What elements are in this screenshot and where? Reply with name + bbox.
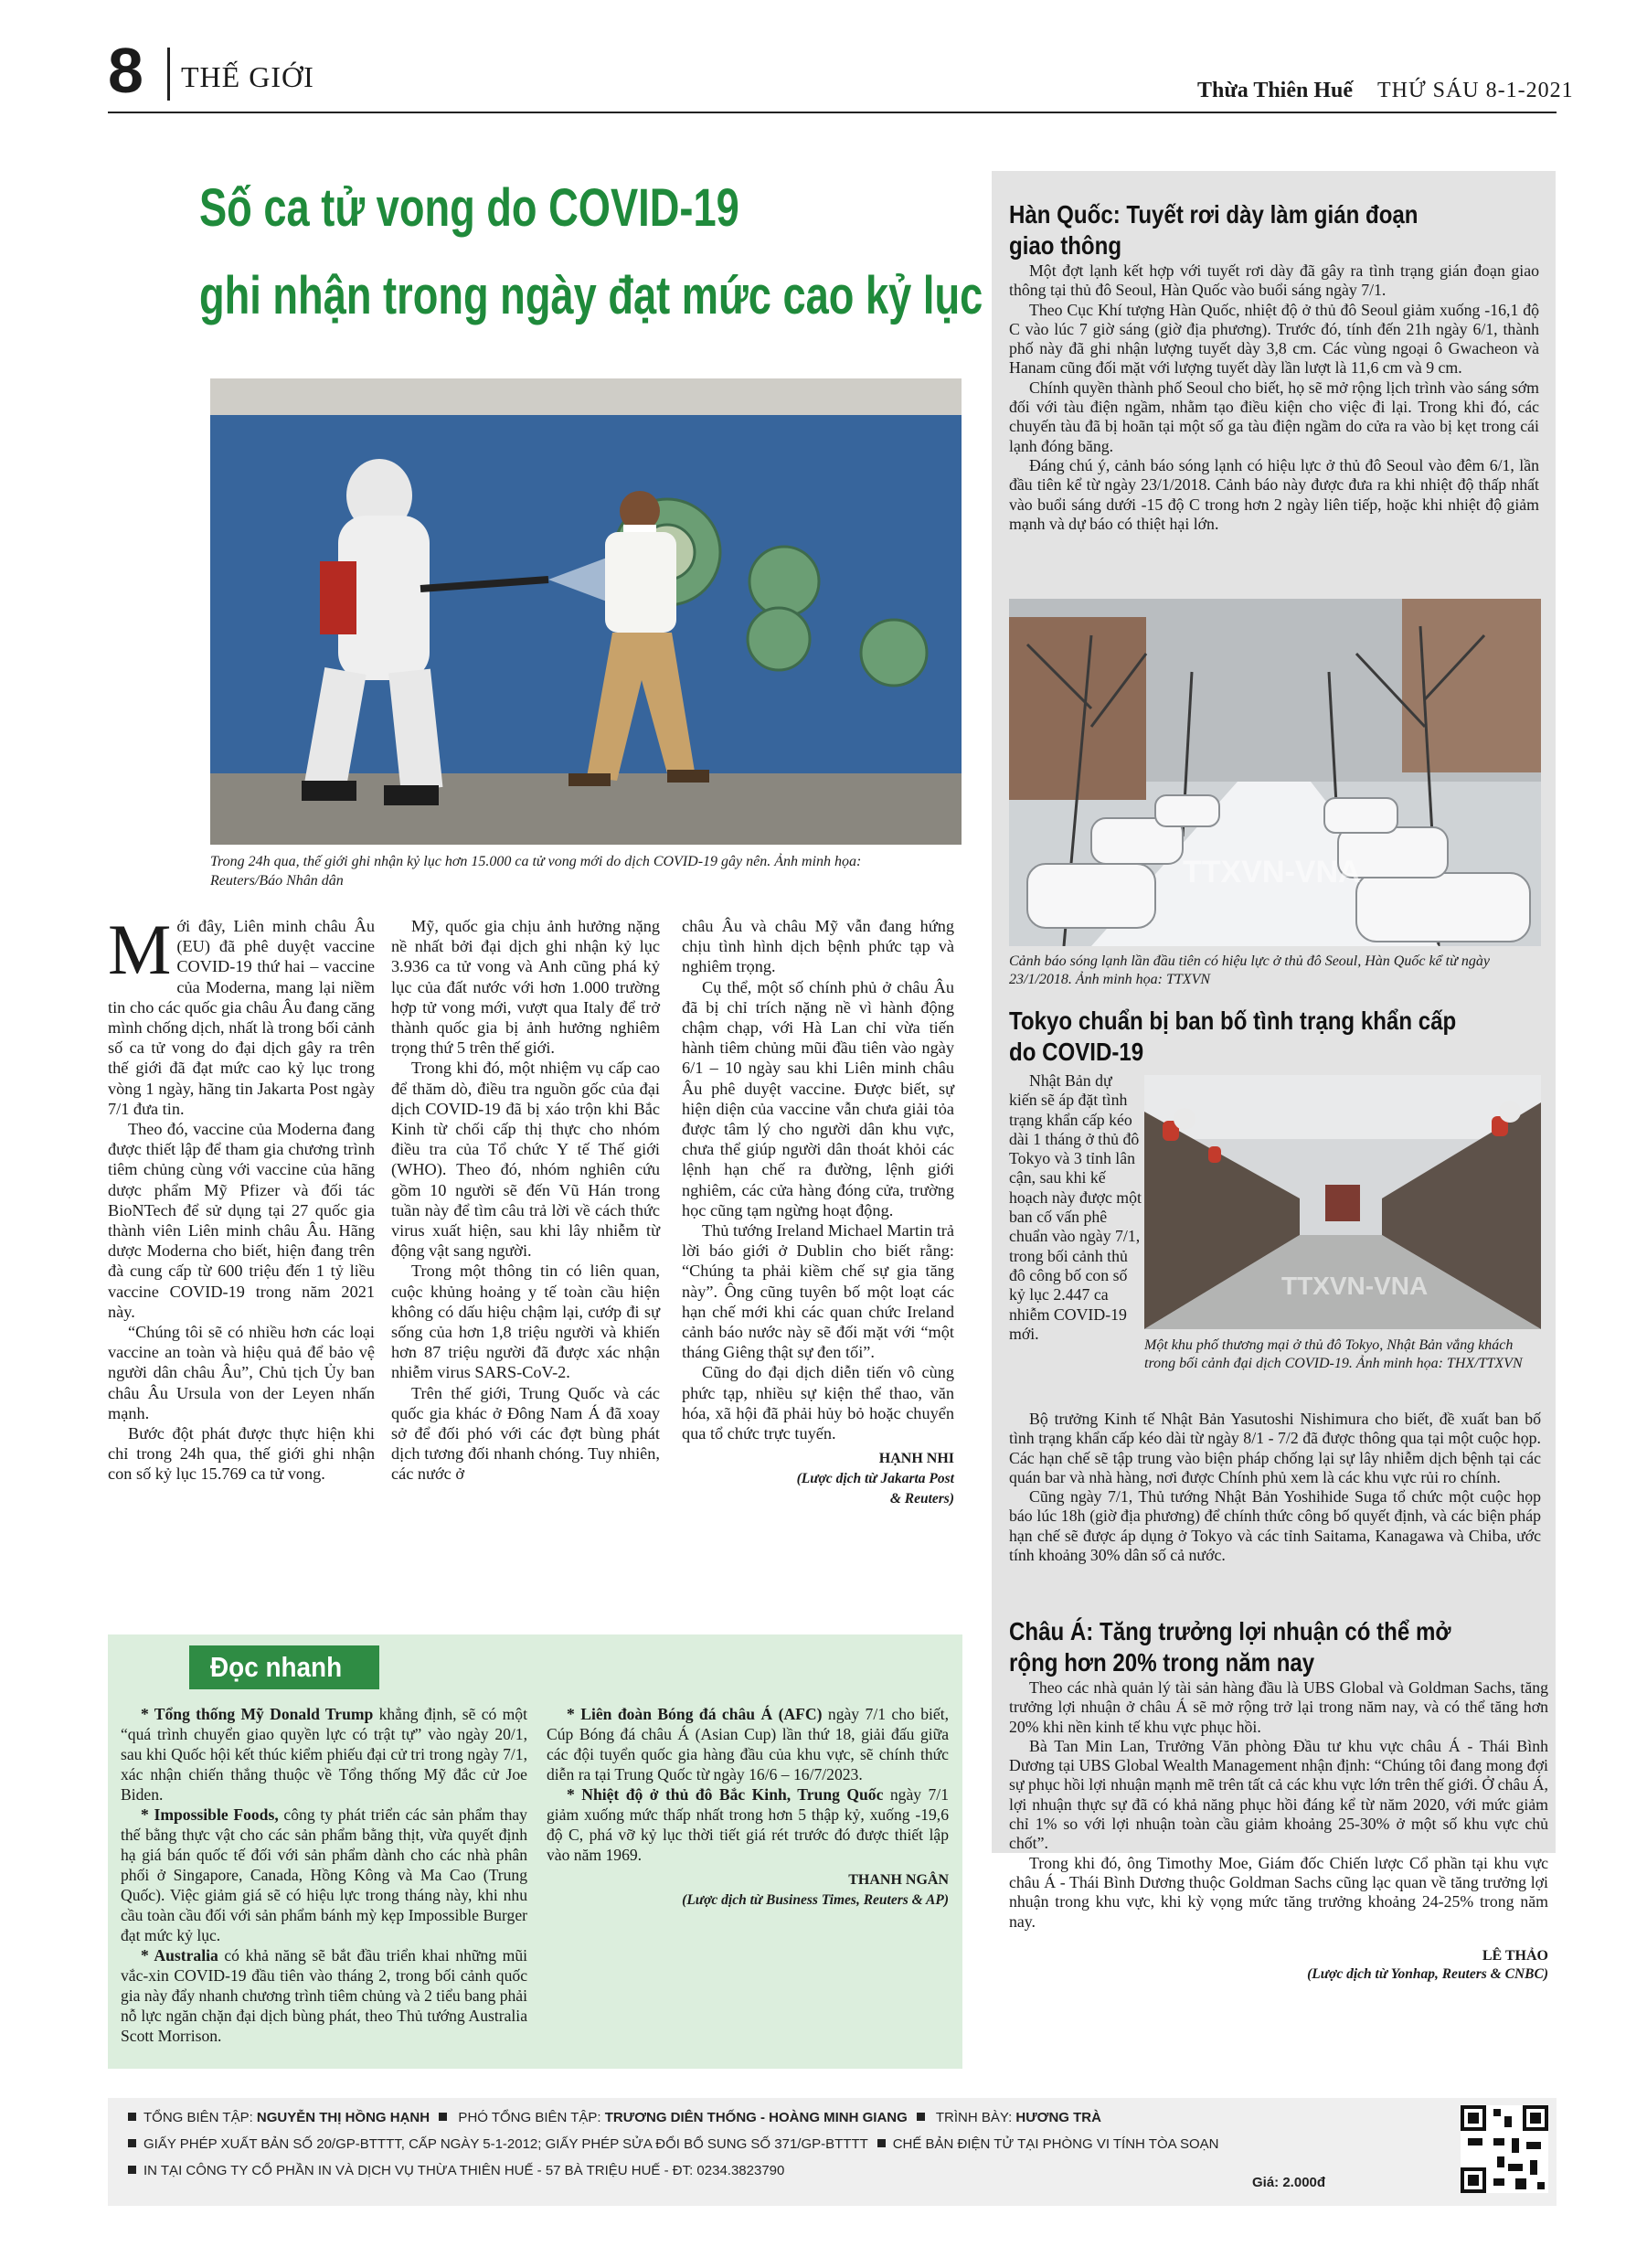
section-name: THẾ GIỚI	[181, 60, 314, 93]
col2-paragraph-3: Trong một thông tin có liên quan, cuộc khủng hoảng y tế toàn cầu hiện không có dấu hiệu chậm lại, cướp đi sự sống của hơn 1,8 triệu người và khiến hơn 87 triệu người đã được xác nhận nhiễm virus SARS-CoV-2.	[391, 1262, 660, 1382]
col1-paragraph-3: “Chúng tôi sẽ có nhiều hơn các loại vaccine an toàn và hiệu quả để bảo vệ người dân châu Âu”, Chủ tịch Ủy ban châu Âu Ursula von der Leyen nhấn mạnh.	[108, 1323, 375, 1422]
article-source-1: (Lược dịch từ Jakarta Post	[796, 1471, 954, 1487]
footer-line-3: IN TẠI CÔNG TY CỔ PHẦN IN VÀ DỊCH VỤ THỪA THIÊN HUẾ - 57 BÀ TRIỆU HUẾ - ĐT: 0234.3823790	[128, 2161, 1444, 2181]
sidebar-author: LÊ THẢO	[1482, 1947, 1548, 1964]
tokyo-paragraph-2: Bộ trưởng Kinh tế Nhật Bản Yasutoshi Nishimura cho biết, đề xuất ban bố tình trạng khẩn cấp kéo dài từ ngày 8/1 - 7/2 đã được thông qua tại một cuộc họp. Các hạn chế sẽ tập trung vào biện pháp chống lại sự lây nhiễm dịch bệnh tại các quán bar và nhà hàng, nơi được Chính phủ xem là các khu vực rủi ro chính.	[1009, 1410, 1541, 1486]
main-photo-caption: Trong 24h qua, thế giới ghi nhận kỷ lục hơn 15.000 ca tử vong mới do dịch COVID-19 gây nên. Ảnh minh họa: Reuters/Báo Nhân dân	[210, 854, 862, 889]
quick-read-tab-notch	[142, 1645, 189, 1689]
quick-read-column-2	[547, 1704, 949, 1911]
footer-credits	[128, 2108, 1444, 2181]
tokyo-street-photo	[1144, 1075, 1541, 1329]
korea-title-2: giao thông	[1009, 231, 1122, 260]
col3-paragraph-4: Cũng do đại dịch diễn tiến vô cùng phức tạp, nhiều sự kiện thể thao, văn hóa, xã hội đã phải hủy bỏ hoặc chuyển qua tổ chức trực tuyến.	[682, 1363, 954, 1443]
korea-story	[1009, 199, 1539, 534]
quick-source: (Lược dịch từ Business Times, Reuters & AP)	[682, 1892, 949, 1908]
col3-paragraph-3: Thủ tướng Ireland Michael Martin trả lời báo giới ở Dublin cho biết rằng: “Chúng ta phải kiềm chế sự gia tăng này”. Ông cũng tuyên bố một loạt các hạn chế mới khi các quan chức Ireland cảnh báo nước này sẽ đối mặt với “một tháng Giêng thật sự đen tối”.	[682, 1221, 954, 1362]
tokyo-watermark: TTXVN-VNA	[1281, 1272, 1429, 1300]
header-rule	[108, 112, 1557, 113]
tokyo-street-illustration	[1144, 1075, 1541, 1329]
headline-line-1: Số ca tử vong do COVID-19	[199, 178, 739, 238]
quick-item-5: * Nhiệt độ ở thủ đô Bắc Kinh, Trung Quốc ngày 7/1 giảm xuống mức thấp nhất trong hơn 5 thập kỷ, xuống -19,6 độ C, phá vỡ kỷ lục thời tiết giá rét trước đó được thiết lập vào năm 1969.	[547, 1785, 949, 1864]
tokyo-paragraph-3: Cũng ngày 7/1, Thủ tướng Nhật Bản Yoshihide Suga tổ chức một cuộc họp báo lúc 18h (giờ địa phương) để chính thức công bố quyết định, và các biện pháp hạn chế sẽ được áp dụng ở Tokyo và các tỉnh Saitama, Kanagawa và Chiba, ước tính khoảng 30% dân số cả nước.	[1009, 1487, 1541, 1565]
main-headline	[199, 165, 983, 340]
headline-line-2: ghi nhận trong ngày đạt mức cao kỷ lục	[199, 266, 983, 325]
korea-paragraph-4: Đáng chú ý, cảnh báo sóng lạnh có hiệu lực ở thủ đô Seoul vào đêm 6/1, lần đầu tiên kể từ ngày 23/1/2018. Cảnh báo này được đưa ra khi nhiệt độ thấp nhất vào buổi sáng dưới -15 độ C trong hơn 2 ngày liên tiếp, hoặc khi nhiệt độ giảm mạnh và dự báo có thiệt hại lớn.	[1009, 455, 1539, 533]
issue-date: THỨ SÁU 8-1-2021	[1377, 79, 1574, 102]
tokyo-paragraph-1: Nhật Bản dự kiến sẽ áp đặt tình trạng khẩn cấp kéo dài 1 tháng ở thủ đô Tokyo và 3 tỉnh lân cận, sau khi kế hoạch này được một ban cố vấn phê chuẩn vào ngày 7/1, trong bối cảnh thủ đô công bố con số kỷ lục 2.447 ca nhiễm COVID-19 mới.	[1009, 1071, 1142, 1343]
asia-title-2: rộng hơn 20% trong năm nay	[1009, 1648, 1315, 1677]
watermark: TTXVN-VNA	[1183, 855, 1361, 889]
asia-paragraph-2: Bà Tan Min Lan, Trưởng Văn phòng Đầu tư khu vực châu Á - Thái Bình Dương tại UBS Global Wealth Management nhận định: “Chúng tôi đang mong đợi sự phục hồi lợi nhuận mạnh mẽ trên tất cả các khu vực lớn trên thế giới. Ở châu Á, lợi nhuận thực sự đã có khả năng phục hồi đáng kể từ năm 2020, với mức giảm chỉ 1% so với lợi nhuận toàn cầu giảm khoảng 25-30% ở một số khu vực chủ chốt”.	[1009, 1736, 1548, 1853]
price: Giá: 2.000đ	[1252, 2175, 1326, 2190]
quick-item-3: * Australia có khả năng sẽ bắt đầu triển khai những mũi vắc-xin COVID-19 đầu tiên vào tháng 2, trong bối cảnh quốc gia này đẩy nhanh chương trình tiêm chủng và 2 tiểu bang phải nỗ lực ngăn chặn đại dịch bùng phát, theo Thủ tướng Australia Scott Morrison.	[121, 1946, 527, 2045]
asia-title-1: Châu Á: Tăng trưởng lợi nhuận có thể mở	[1009, 1617, 1451, 1645]
footer-line-2: GIẤY PHÉP XUẤT BẢN SỐ 20/GP-BTTTT, CẤP NGÀY 5-1-2012; GIẤY PHÉP SỬA ĐỔI BỔ SUNG SỐ 371/GP-BTTTT CHẾ BẢN ĐIỆN TỬ TẠI PHÒNG VI TÍNH TÒA SOẠN	[128, 2135, 1444, 2155]
korea-paragraph-3: Chính quyền thành phố Seoul cho biết, họ sẽ mở rộng lịch trình vào sáng sớm đối với tàu điện ngầm, nhằm tạo điều kiện cho việc đi lại. Trong khi đó, các chuyến tàu đã bị hoãn tại một số ga tàu điện ngầm do cửa ra vào bị kẹt trong cái lạnh đóng băng.	[1009, 378, 1539, 455]
article-column-1	[108, 910, 375, 1485]
seoul-snow-photo	[1009, 599, 1541, 946]
tokyo-paragraphs	[1009, 1410, 1541, 1565]
korea-paragraph-1: Một đợt lạnh kết hợp với tuyết rơi dày đã gây ra tình trạng gián đoạn giao thông tại thủ đô Seoul, Hàn Quốc vào buổi sáng ngày 7/1.	[1009, 261, 1539, 300]
asia-paragraph-1: Theo các nhà quản lý tài sản hàng đầu là UBS Global và Goldman Sachs, tăng trưởng lợi nhuận ở châu Á sẽ mở rộng trở lại trong năm nay, và có thể tăng hơn 20% khi nền kinh tế khu vực phục hồi.	[1009, 1678, 1548, 1736]
article-column-2	[391, 916, 660, 1485]
newspaper-name: Thừa Thiên Huế	[1197, 79, 1354, 102]
snowy-street-illustration	[1009, 599, 1541, 946]
footer-line-1: TỔNG BIÊN TẬP: NGUYỄN THỊ HỒNG HẠNH PHÓ TỔNG BIÊN TẬP: TRƯƠNG DIÊN THỐNG - HOÀNG MINH GIANG TRÌNH BÀY: HƯƠNG TRÀ	[128, 2108, 1444, 2128]
qr-code-icon	[1461, 2105, 1548, 2193]
tokyo-story	[1009, 1006, 1548, 1068]
col1-paragraph-1: ới đây, Liên minh châu Âu (EU) đã phê duyệt vaccine COVID-19 thứ hai – vaccine của Moderna, mang lại niềm tin cho các quốc gia châu Âu đang căng mình chống dịch, nhất là trong bối cảnh số ca tử vong do đại dịch gây ra trên thế giới đã đạt mức cao kỷ lục trong vòng 1 ngày, hãng tin Jakarta Post ngày 7/1 đưa tin.	[108, 917, 375, 1118]
col1-paragraph-2: Theo đó, vaccine của Moderna đang được thiết lập để tham gia chương trình tiêm chủng cùng với vaccine của hãng dược phẩm Mỹ Pfizer và đối tác BioNTech để sử dụng tại 27 quốc gia thành viên Liên minh châu Âu. Hãng dược Moderna cho biết, hiện đang trên đà cung cấp từ 600 triệu đến 1 tỷ liều vaccine COVID-19 trong năm 2021 này.	[108, 1120, 375, 1321]
korea-paragraph-2: Theo Cục Khí tượng Hàn Quốc, nhiệt độ ở thủ đô Seoul giảm xuống -16,1 độ C vào lúc 7 giờ sáng (giờ địa phương). Trước đó, tính đến 21h ngày 6/1, thành phố này đã ghi nhận lượng tuyết dày 3,8 cm. Các vùng ngoại ô Gwacheon và Hanam cũng đối mặt với lượng tuyết dày lần lượt là 11,6 cm và 9 cm.	[1009, 300, 1539, 378]
mural-illustration	[210, 378, 962, 845]
tokyo-title-1: Tokyo chuẩn bị ban bố tình trạng khẩn cấp	[1009, 1006, 1457, 1035]
col2-paragraph-2: Trong khi đó, một nhiệm vụ cấp cao để thăm dò, điều tra nguồn gốc của đại dịch COVID-19 đã bị xáo trộn khi Bắc Kinh từ chối cấp thị thực cho nhóm điều tra của Tổ chức Y tế Thế giới (WHO). Theo đó, nhóm nghiên cứu gồm 10 người sẽ đến Vũ Hán trong tuần này để tìm câu trả lời về cách thức virus xuất hiện, sau khi lây nhiễm từ động vật sang người.	[391, 1059, 660, 1261]
seoul-photo-caption: Cảnh báo sóng lạnh lần đầu tiên có hiệu lực ở thủ đô Seoul, Hàn Quốc kể từ ngày 23/1/2018. Ảnh minh họa: TTXVN	[1009, 953, 1490, 987]
quick-item-1: * Tổng thống Mỹ Donald Trump khẳng định, sẽ có một “quá trình chuyển giao quyền lực có trật tự” vào ngày 20/1, sau khi Quốc hội kết thúc kiểm phiếu đại cử tri trong ngày 7/1, xác nhận chiến thắng thuộc về Tổng thống Mỹ đắc cử Joe Biden.	[121, 1705, 527, 1804]
col3-paragraph-1: châu Âu và châu Mỹ vẫn đang hứng chịu tình hình dịch bệnh phức tạp và nghiêm trọng.	[682, 917, 954, 976]
quick-item-4: * Liên đoàn Bóng đá châu Á (AFC) ngày 7/1 cho biết, Cúp Bóng đá châu Á (Asian Cup) lần thứ 18, giải đấu giữa các đội tuyển quốc gia hàng đầu của khu vực, sẽ chính thức diễn ra tại Trung Quốc từ ngày 16/6 – 16/7/2023.	[547, 1705, 949, 1784]
quick-author: THANH NGÂN	[848, 1872, 949, 1888]
col1-paragraph-4: Bước đột phát được thực hiện khi chỉ trong 24h qua, thế giới ghi nhận con số kỷ lục 15.769 ca tử vong.	[108, 1424, 375, 1484]
korea-title-1: Hàn Quốc: Tuyết rơi dày làm gián đoạn	[1009, 200, 1419, 229]
asia-story	[1009, 1616, 1548, 1985]
tokyo-photo-caption: Một khu phố thương mại ở thủ đô Tokyo, Nhật Bản vắng khách trong bối cảnh đại dịch COVID-19. Ảnh minh họa: THX/TTXVN	[1144, 1337, 1523, 1371]
qr-code[interactable]	[1461, 2105, 1548, 2193]
tokyo-title-2: do COVID-19	[1009, 1038, 1144, 1066]
asia-paragraph-3: Trong khi đó, ông Timothy Moe, Giám đốc Chiến lược Cổ phần tại khu vực châu Á - Thái Bình Dương thuộc Goldman Sachs cũng lạc quan về tăng trưởng lợi nhuận trong khu vực, khi kỳ vọng mức tăng trưởng khoảng 24-25% trong năm nay.	[1009, 1853, 1548, 1931]
col2-paragraph-4: Trên thế giới, Trung Quốc và các quốc gia khác ở Đông Nam Á đã xoay sở để đối phó với các đợt bùng phát dịch tương đối nhanh chóng. Tuy nhiên, các nước ở	[391, 1383, 660, 1484]
col3-paragraph-2: Cụ thể, một số chính phủ ở châu Âu đã bị chỉ trích nặng nề vì hành động chậm chạp, với Hà Lan chỉ vừa tiến hành tiêm chủng mũi đầu tiên vào ngày 6/1 – 10 ngày sau khi Liên minh châu Âu phê duyệt vaccine. Được biết, sự hiện diện của vaccine vẫn chưa giải tỏa được tâm lý cho người dân khu vực, chưa thể giúp người dân thoát khỏi các lệnh hạn chế ra đường, lệnh giới nghiêm, các cửa hàng đóng cửa, trường học cũng tạm ngừng hoạt động.	[682, 977, 954, 1219]
quick-read-label: Đọc nhanh	[210, 1651, 343, 1683]
sidebar-source: (Lược dịch từ Yonhap, Reuters & CNBC)	[1307, 1965, 1548, 1982]
header-divider	[167, 48, 170, 101]
col2-paragraph-1: Mỹ, quốc gia chịu ảnh hưởng nặng nề nhất bởi đại dịch ghi nhận kỷ lục 3.936 ca tử vong và Anh cũng phá kỷ lục của đất nước với hơn 1.000 trường hợp tử vong mới, vượt qua Italy để trở thành quốc gia bị ảnh hưởng nghiêm trọng thứ 5 trên thế giới.	[391, 917, 660, 1058]
article-author: HẠNH NHI	[878, 1451, 954, 1467]
page-number: 8	[108, 35, 143, 106]
article-column-3	[682, 916, 954, 1509]
article-source-2: & Reuters)	[889, 1491, 954, 1507]
quick-read-column-1	[121, 1704, 527, 2046]
drop-cap: M	[108, 910, 172, 989]
quick-item-2: * Impossible Foods, công ty phát triển các sản phẩm thay thế bằng thực vật cho các sản phẩm bằng thịt, vừa quyết định hạ giá bán quốc tế đối với sản phẩm dành cho các nhà phân phối ở Singapore, Canada, Hồng Kông và Ma Cao (Trung Quốc). Việc giảm giá sẽ có hiệu lực trong tháng này, khi nhu cầu toàn cầu đối với sản phẩm bánh mỳ kẹp Impossible Burger đạt mức kỷ lục.	[121, 1805, 527, 1944]
main-photo	[210, 378, 962, 845]
